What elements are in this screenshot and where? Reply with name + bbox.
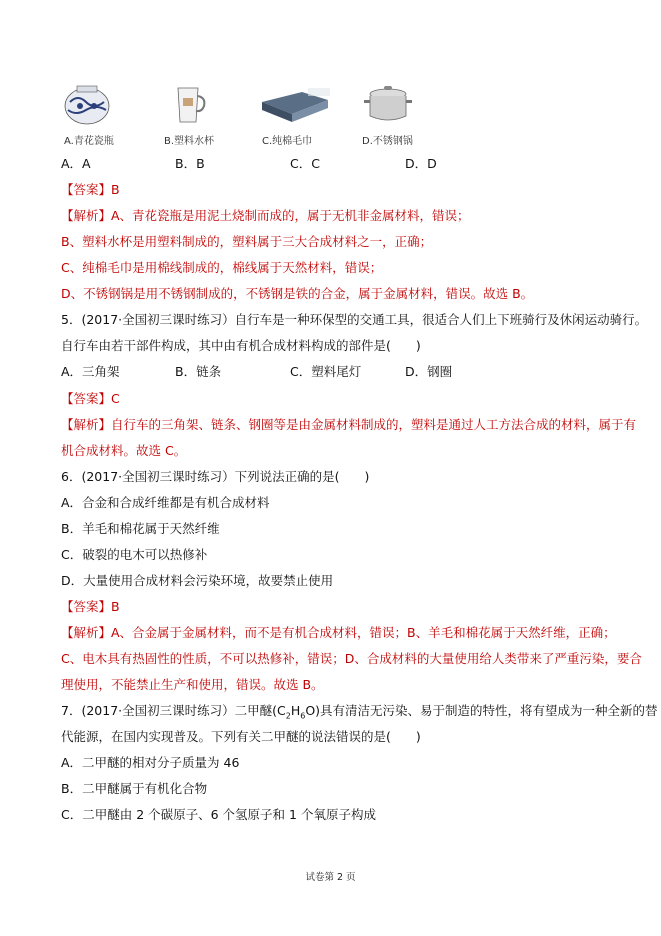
q4-option-b: B．B: [175, 156, 205, 171]
q4-answer: 【答案】B: [61, 182, 120, 197]
q6-answer: 【答案】B: [61, 599, 120, 614]
q4-option-a: A．A: [61, 156, 91, 171]
cotton-towel-icon: [258, 84, 338, 126]
q7-stem: 7．(2017·全国初三课时练习）二甲醚$(C_2H_6O)$具有清洁无污染、易于制造的特性，将有望成为一种全新的替: [61, 703, 658, 721]
q5-option-b: B．链条: [175, 364, 222, 379]
q6-option-d: D．大量使用合成材料会污染环境，故要禁止使用: [61, 573, 334, 588]
q4-option-c: C．C: [290, 156, 320, 171]
q4-analysis-line: 【解析】A、青花瓷瓶是用泥土烧制而成的，属于无机非金属材料，错误；: [61, 208, 470, 223]
image-caption-b: B.塑料水杯: [164, 136, 215, 147]
q5-analysis-line: 机合成材料。故选 C。: [61, 443, 187, 458]
q5-analysis-line: 【解析】自行车的三角架、链条、钢圈等是由金属材料制成的，塑料是通过人工方法合成的材料，属于有: [61, 417, 637, 432]
q5-option-c: C．塑料尾灯: [290, 364, 362, 379]
q5-stem-cont: 自行车由若干部件构成，其中由有机合成材料构成的部件是( ): [61, 338, 421, 353]
q6-option-b: B．羊毛和棉花属于天然纤维: [61, 521, 220, 536]
q4-option-d: D．D: [405, 156, 437, 171]
q5-option-d: D．钢圈: [405, 364, 453, 379]
image-caption-c: C.纯棉毛巾: [262, 136, 313, 147]
q6-analysis-line: 【解析】A、合金属于金属材料，而不是有机合成材料，错误；B、羊毛和棉花属于天然纤维，正确；: [61, 625, 616, 640]
q6-option-c: C．破裂的电木可以热修补: [61, 547, 208, 562]
q4-analysis-line: D、不锈钢锅是用不锈钢制成的，不锈钢是铁的合金，属于金属材料，错误。故选 B。: [61, 286, 534, 301]
q5-option-a: A．三角架: [61, 364, 120, 379]
image-caption-d: D.不锈钢锅: [362, 136, 413, 147]
q7-option-c: C．二甲醚由 2 个碳原子、6 个氢原子和 1 个氧原子构成: [61, 807, 376, 822]
q6-option-a: A．合金和合成纤维都是有机合成材料: [61, 495, 270, 510]
plastic-cup-icon: [172, 84, 208, 126]
q7-stem-cont: 代能源，在国内实现普及。下列有关二甲醚的说法错误的是( ): [61, 729, 421, 744]
image-caption-a: A.青花瓷瓶: [64, 136, 114, 147]
q4-analysis-line: C、纯棉毛巾是用棉线制成的，棉线属于天然材料，错误；: [61, 260, 383, 275]
q6-stem: 6．(2017·全国初三课时练习）下列说法正确的是( ): [61, 469, 370, 484]
q6-analysis-line: C、电木具有热固性的性质，不可以热修补，错误；D、合成材料的大量使用给人类带来了严重污染，要合: [61, 651, 642, 666]
q6-analysis-line: 理使用，不能禁止生产和使用，错误。故选 B。: [61, 677, 324, 692]
q7-option-a: A．二甲醚的相对分子质量为 46: [61, 755, 240, 770]
q7-option-b: B．二甲醚属于有机化合物: [61, 781, 208, 796]
q5-stem: 5．(2017·全国初三课时练习）自行车是一种环保型的交通工具，很适合人们上下班骑行及休闲运动骑行。: [61, 312, 648, 327]
q4-analysis-line: B、塑料水杯是用塑料制成的，塑料属于三大合成材料之一，正确；: [61, 234, 433, 249]
stainless-pot-icon: [362, 84, 414, 126]
page-footer: 试卷第 2 页: [305, 872, 356, 883]
q5-answer: 【答案】C: [61, 391, 120, 406]
porcelain-vase-icon: [62, 84, 112, 126]
